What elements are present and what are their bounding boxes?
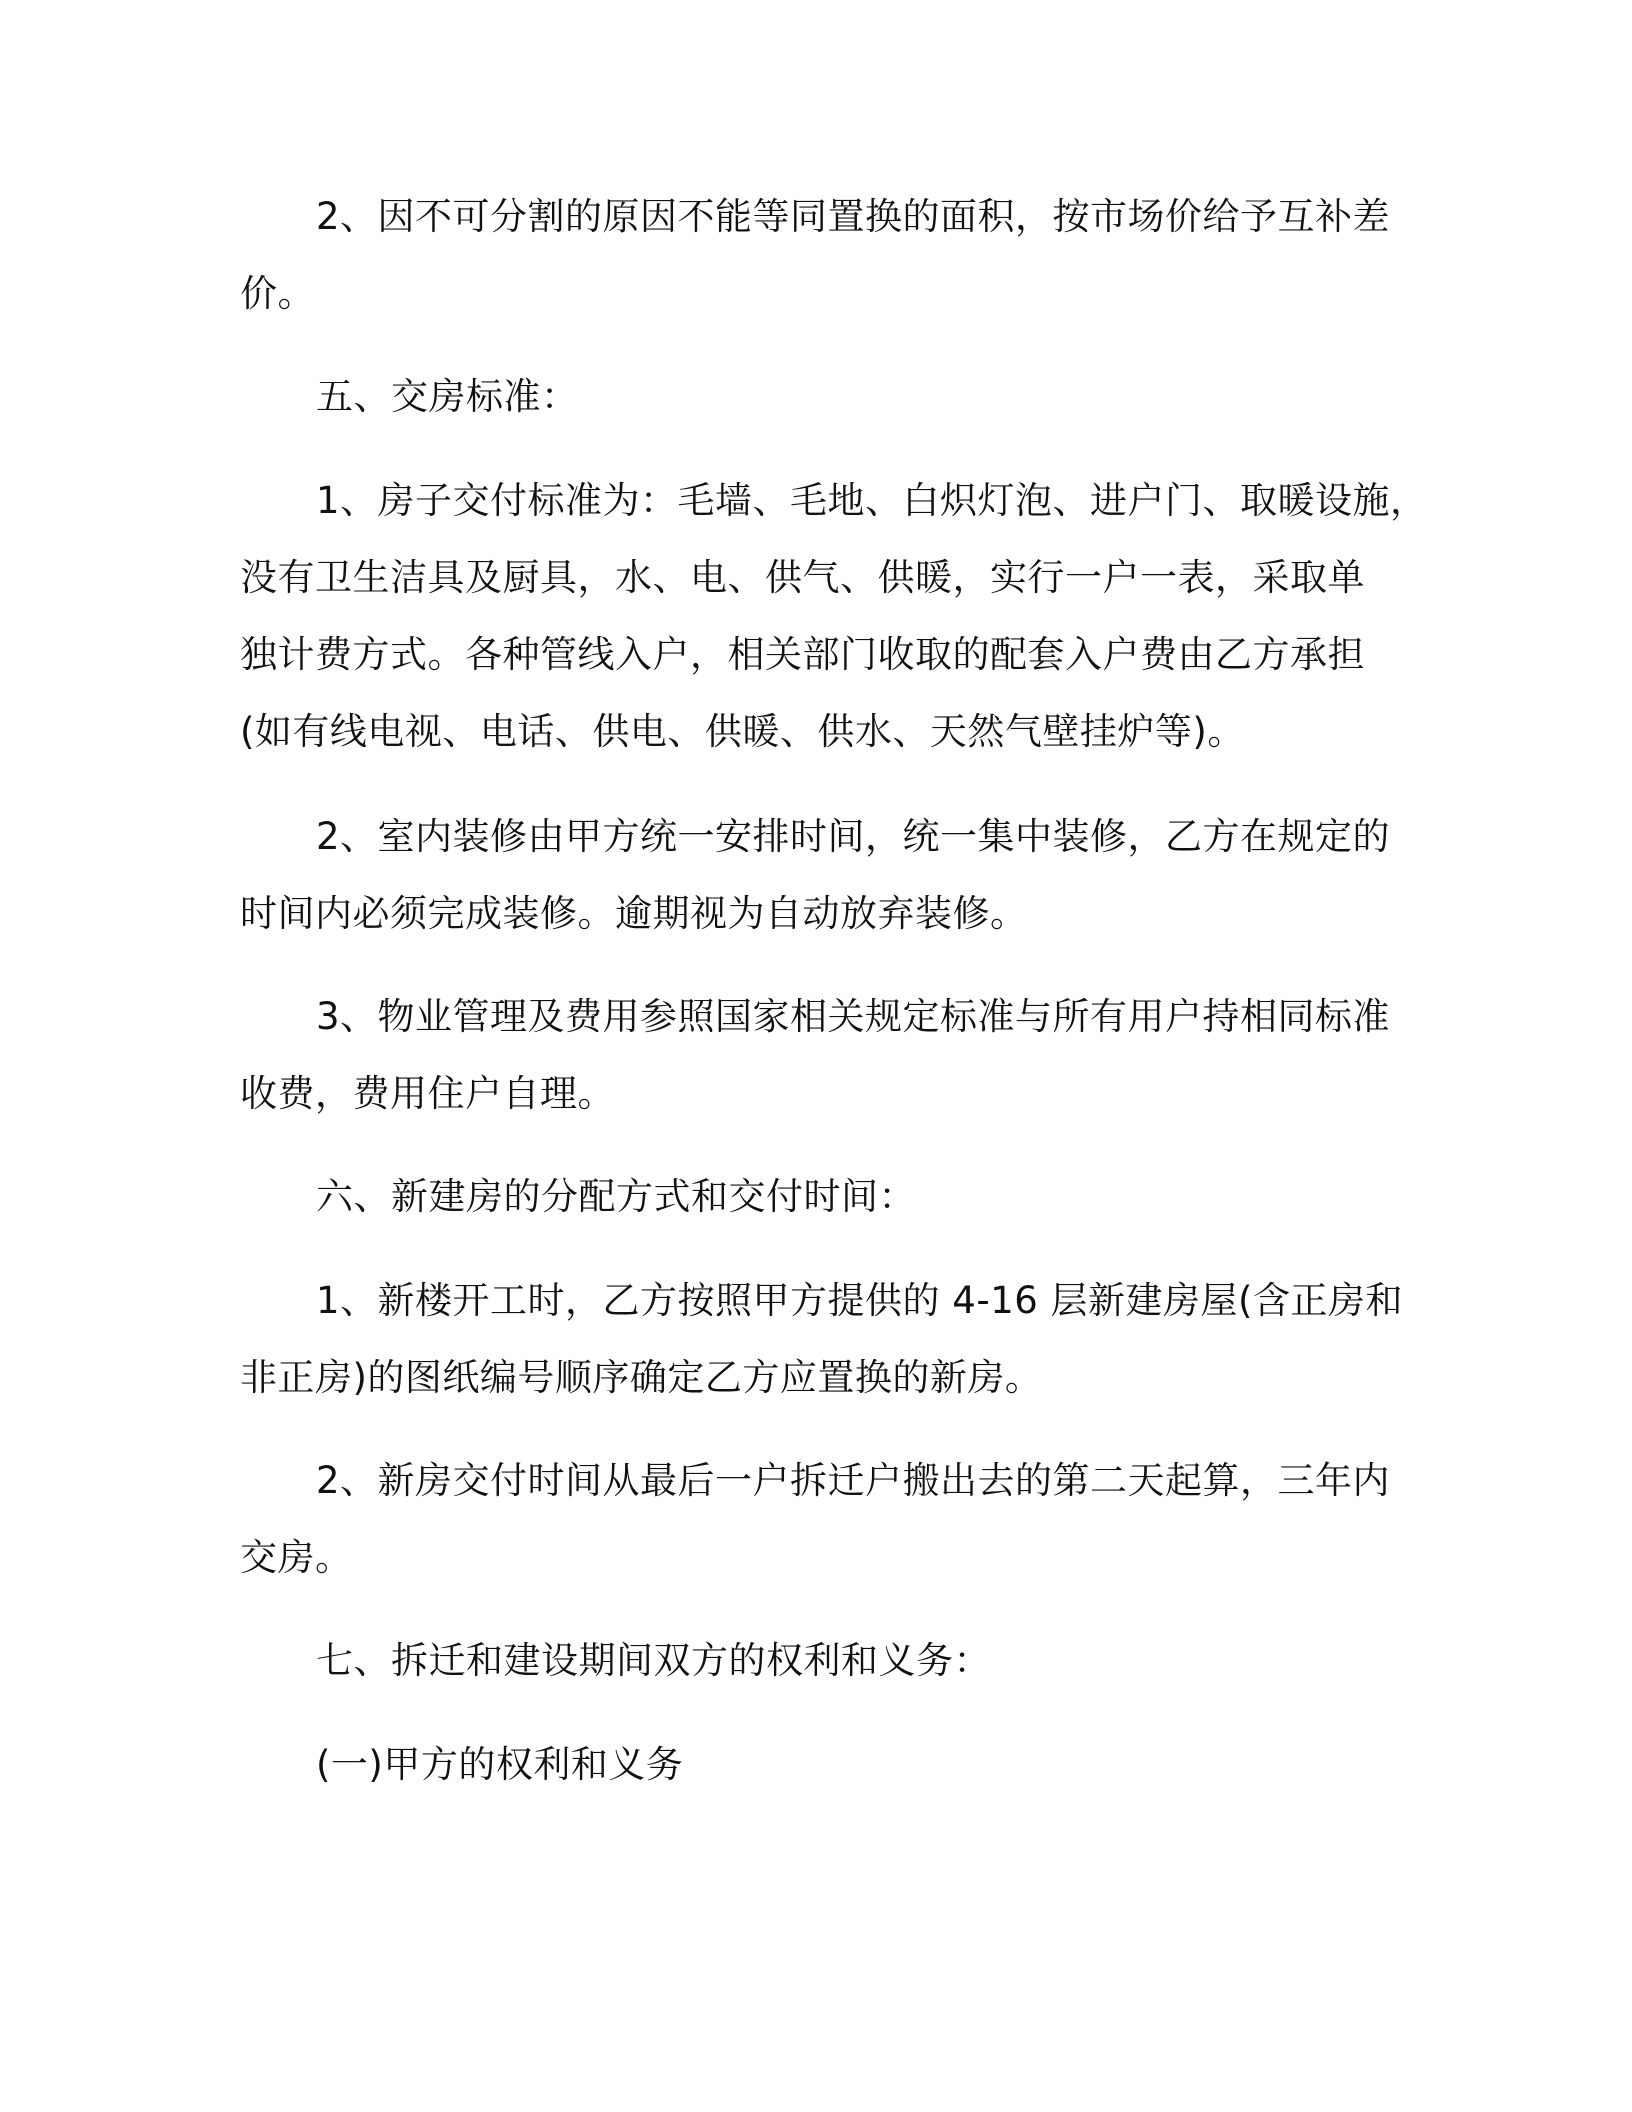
text-line: 收费，费用住户自理。 bbox=[240, 1072, 615, 1115]
text-line: 2、因不可分割的原因不能等同置换的面积，按市场价给予互补差 bbox=[316, 195, 1391, 238]
text-line: 六、新建房的分配方式和交付时间： bbox=[316, 1175, 916, 1218]
text-line: 非正房)的图纸编号顺序确定乙方应置换的新房。 bbox=[240, 1356, 1043, 1399]
text-line: 交房。 bbox=[240, 1536, 353, 1579]
paragraph-allocation-1 bbox=[240, 1262, 1403, 1416]
text-line: 没有卫生洁具及厨具，水、电、供气、供暖，实行一户一表，采取单 bbox=[240, 556, 1365, 599]
heading-allocation bbox=[240, 1158, 1390, 1235]
text-line: 七、拆迁和建设期间双方的权利和义务： bbox=[316, 1639, 991, 1682]
text-line: 2、室内装修由甲方统一安排时间，统一集中装修，乙方在规定的 bbox=[316, 815, 1391, 858]
text-line: 五、交房标准： bbox=[316, 375, 579, 418]
text-line: 价。 bbox=[240, 272, 315, 315]
heading-delivery-standard bbox=[240, 358, 1390, 435]
text-line: 1、新楼开工时，乙方按照甲方提供的 4-16 层新建房屋(含正房和 bbox=[316, 1279, 1403, 1322]
heading-party-a-rights bbox=[240, 1726, 1390, 1803]
text-line: (一)甲方的权利和义务 bbox=[316, 1743, 684, 1786]
paragraph-delivery-standard-2 bbox=[240, 798, 1390, 952]
text-line: 独计费方式。各种管线入户，相关部门收取的配套入户费由乙方承担 bbox=[240, 633, 1365, 676]
text-line: 1、房子交付标准为：毛墙、毛地、白炽灯泡、进户门、取暖设施， bbox=[316, 479, 1428, 522]
text-line: 时间内必须完成装修。逾期视为自动放弃装修。 bbox=[240, 892, 1028, 935]
paragraph-delivery-standard-1 bbox=[240, 462, 1428, 770]
text-line: 3、物业管理及费用参照国家相关规定标准与所有用户持相同标准 bbox=[316, 995, 1391, 1038]
heading-rights-obligations bbox=[240, 1622, 1390, 1699]
text-line: (如有线电视、电话、供电、供暖、供水、天然气壁挂炉等)。 bbox=[240, 710, 1245, 753]
paragraph-allocation-2 bbox=[240, 1442, 1390, 1596]
paragraph-delivery-standard-3 bbox=[240, 978, 1390, 1132]
text-line: 2、新房交付时间从最后一户拆迁户搬出去的第二天起算，三年内 bbox=[316, 1459, 1391, 1502]
paragraph-price-difference bbox=[240, 178, 1390, 332]
